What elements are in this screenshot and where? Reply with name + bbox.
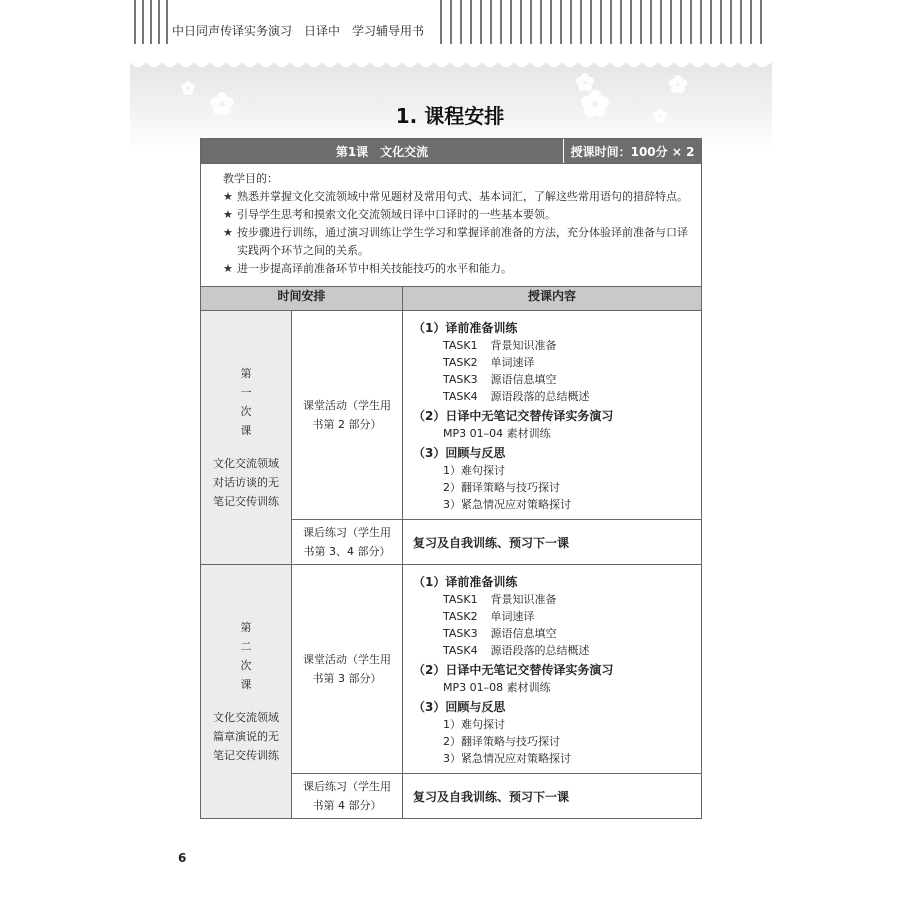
objectives-row: [201, 164, 702, 287]
star-icon: ★: [223, 190, 233, 203]
session-label: 第 一 次 课 文化交流领域 对话访谈的无 笔记交传训练: [201, 311, 292, 565]
header-stripes-right: [440, 0, 770, 44]
lesson-header-row: [201, 139, 702, 164]
header-stripes-left: [132, 0, 172, 44]
content-column-header: 授课内容: [403, 287, 702, 311]
lesson-title: 第1课 文化交流: [335, 144, 429, 159]
class-activity-label: 课堂活动（学生用 书第 2 部分）: [292, 311, 403, 520]
running-header: 中日同声传译实务演习 日译中 学习辅导用书: [172, 24, 425, 38]
homework-content: 复习及自我训练、预习下一课: [403, 520, 702, 565]
page-title: 1. 课程安排: [395, 104, 505, 128]
star-icon: ★: [223, 262, 233, 275]
star-icon: ★: [223, 208, 233, 221]
objectives-label: 教学目的：: [223, 172, 278, 185]
session-row: [201, 311, 702, 520]
class-activity-label: 课堂活动（学生用 书第 3 部分）: [292, 565, 403, 774]
page-number: 6: [178, 851, 187, 865]
objective-item: ★ 熟悉并掌握文化交流领域中常见题材及常用句式、基本词汇，了解这些常用语句的措辞特点。: [223, 188, 691, 206]
column-header-row: [201, 287, 702, 311]
class-activity-content: （1）译前准备训练 TASK1 背景知识准备 TASK2 单词速译 TASK3 源语信息填空 TASK4 源语段落的总结概述 （2）日译中无笔记交替传译实务演习 MP3 01–04 素材训练 （3）回顾与反思 1）难句探讨 2）翻译策略与技巧探讨 3）紧急情况应对策略探讨: [403, 311, 702, 520]
homework-label: 课后练习（学生用 书第 3、4 部分）: [292, 520, 403, 565]
lesson-duration: 授课时间：100分 × 2: [570, 144, 695, 159]
star-icon: ★: [223, 226, 233, 239]
objective-item: ★ 进一步提高译前准备环节中相关技能技巧的水平和能力。: [223, 260, 691, 278]
homework-content: 复习及自我训练、预习下一课: [403, 774, 702, 819]
objective-item: ★ 按步骤进行训练，通过演习训练让学生学习和掌握译前准备的方法，充分体验译前准备与口译 实践两个环节之间的关系。: [223, 226, 688, 257]
session-row: [201, 565, 702, 774]
session-label: 第 二 次 课 文化交流领域 篇章演说的无 笔记交传训练: [201, 565, 292, 819]
homework-label: 课后练习（学生用 书第 4 部分）: [292, 774, 403, 819]
objective-item: ★ 引导学生思考和摸索文化交流领域日译中口译时的一些基本要领。: [223, 206, 691, 224]
course-schedule-table: [200, 138, 702, 819]
class-activity-content: （1）译前准备训练 TASK1 背景知识准备 TASK2 单词速译 TASK3 源语信息填空 TASK4 源语段落的总结概述 （2）日译中无笔记交替传译实务演习 MP3 01–08 素材训练 （3）回顾与反思 1）难句探讨 2）翻译策略与技巧探讨 3）紧急情况应对策略探讨: [403, 565, 702, 774]
time-column-header: 时间安排: [201, 287, 403, 311]
